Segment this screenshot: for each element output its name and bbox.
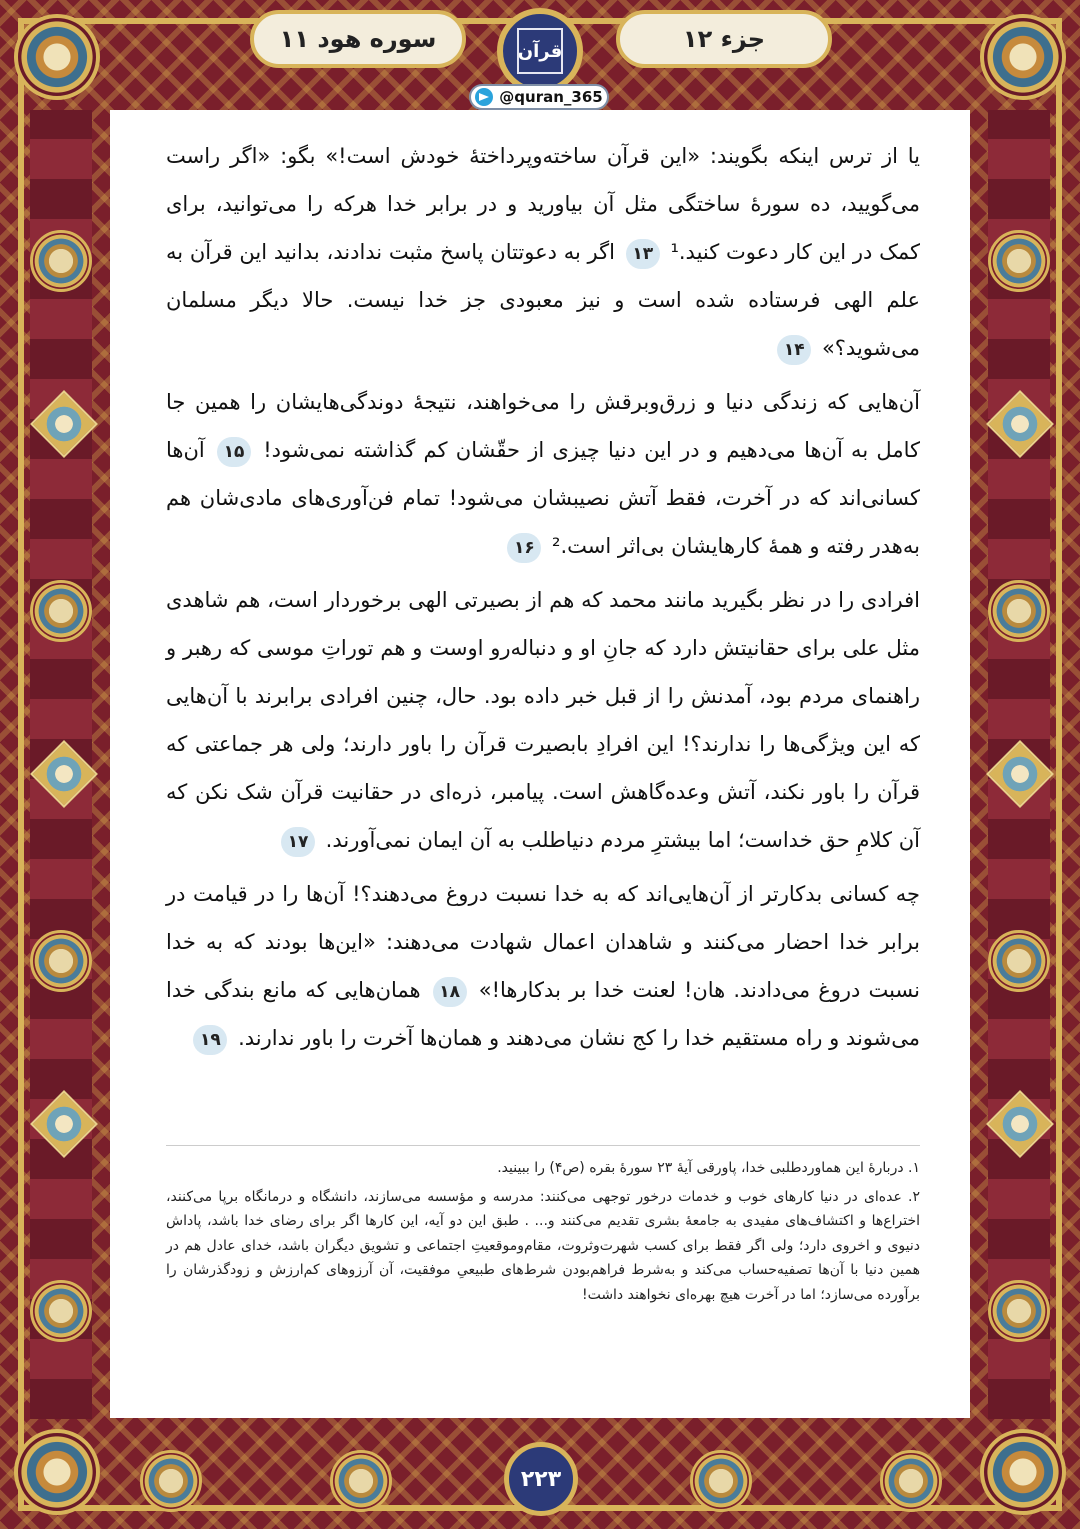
ayah-number-badge: ۱۵ — [217, 437, 251, 467]
round-ornament-icon — [988, 930, 1050, 992]
corner-medallion-icon — [980, 1429, 1066, 1515]
channel-handle: @quran_365 — [499, 88, 603, 106]
logo-text: قرآن — [517, 28, 563, 74]
surah-label: سوره هود ۱۱ — [250, 10, 466, 68]
verse-text: اگر به دعوتتان پاسخ مثبت ندادند، بدانید این قرآن به علم الهی فرستاده شده است و نیز معبودی جز خدا نیست. حالا دیگر مسلمان می‌شوید؟» — [166, 240, 920, 360]
footnotes — [166, 1156, 920, 1311]
footnote: ۱. دربارهٔ این هماوردطلبی خدا، پاورقی آیهٔ ۲۳ سورهٔ بقره (ص۴) را ببینید. — [497, 1160, 920, 1176]
round-ornament-icon — [880, 1450, 942, 1512]
paragraph — [166, 132, 920, 372]
round-ornament-icon — [30, 1280, 92, 1342]
footnote: ۲. عده‌ای در دنیا کارهای خوب و خدمات درخور توجهی می‌کنند: مدرسه و مؤسسه می‌سازند، دانشگاه و درمانگاه برپا می‌کنند، اختراع‌ها و اکتشاف‌های مفیدی به جامعهٔ بشری تقدیم می‌کنند و... . طبق این دو آیه، این کارها اگر برای رضای خدا باشد، پاداش دنیوی و اخروی دارد؛ ولی اگر فقط برای کسب شهرت‌وثروت، مقام‌وموقعیتِ اجتماعی و تشویق دیگران باشد، خدای عادل هم در همین دنیا با آن‌ها تصفیه‌حساب می‌کند و به‌شرط فراهم‌بودن شرط‌های طبیعیِ موفقیت، آن آرزوهای کم‌ارزش و زودگذرشان را برآورده می‌سازد؛ اما در آخرت هیچ بهره‌ای نخواهند داشت! — [166, 1188, 920, 1303]
verse-text: یا از ترس اینکه بگویند: «این قرآن ساخته‌وپرداختهٔ خودش است!» بگو: «اگر راست می‌گویید، ده سورهٔ ساختگی مثل آن بیاورید و در برابر خدا هرکه را می‌توانید، برای کمک در این کار دعوت کنید.¹ — [166, 144, 920, 264]
verse-text: آن‌ها کسانی‌اند که در آخرت، فقط آتش نصیبشان می‌شود! تمام فن‌آوری‌های مادی‌شان هم به‌هدر رفته و همهٔ کارهایشان بی‌اثر است.² — [166, 438, 920, 558]
corner-medallion-icon — [14, 1429, 100, 1515]
verse-text: آن‌هایی که زندگی دنیا و زرق‌وبرقش را می‌خواهند، نتیجهٔ دوندگی‌هایشان را همین جا کامل به آن‌ها می‌دهیم و در این دنیا چیزی از حقّشان کم گذاشته نمی‌شود! — [166, 390, 920, 462]
ayah-number-badge: ۱۳ — [626, 239, 660, 269]
footnote-divider — [166, 1145, 920, 1146]
round-ornament-icon — [140, 1450, 202, 1512]
round-ornament-icon — [988, 230, 1050, 292]
corner-medallion-icon — [14, 14, 100, 100]
channel-tag[interactable] — [469, 84, 609, 110]
round-ornament-icon — [30, 230, 92, 292]
ayah-number-badge: ۱۹ — [193, 1025, 227, 1055]
ayah-number-badge: ۱۴ — [777, 335, 811, 365]
ayah-number-badge: ۱۶ — [507, 533, 541, 563]
ayah-number-badge: ۱۸ — [433, 977, 467, 1007]
round-ornament-icon — [690, 1450, 752, 1512]
page-number: ۲۲۳ — [504, 1442, 578, 1516]
verse-text: همان‌هایی که مانع بندگی خدا می‌شوند و راه مستقیم خدا را کج نشان می‌دهند و همان‌ها آخرت را باور ندارند. — [166, 978, 920, 1050]
round-ornament-icon — [30, 930, 92, 992]
round-ornament-icon — [30, 580, 92, 642]
paragraph — [166, 870, 920, 1062]
verse-text-panel — [110, 110, 970, 1418]
verse-text: چه کسانی بدکارتر از آن‌هایی‌اند که به خدا نسبت دروغ می‌دهند؟! آن‌ها را در قیامت در برابر خدا احضار می‌کنند و شاهدان اعمال شهادت می‌دهند: «این‌ها بودند که به خدا نسبت دروغ می‌دادند. هان! لعنت خدا بر بدکارها!» — [166, 882, 920, 1002]
round-ornament-icon — [988, 580, 1050, 642]
paragraph — [166, 378, 920, 570]
round-ornament-icon — [330, 1450, 392, 1512]
quran-logo-icon — [497, 8, 583, 94]
paragraph — [166, 576, 920, 864]
ayah-number-badge: ۱۷ — [281, 827, 315, 857]
juz-label: جزء ۱۲ — [616, 10, 832, 68]
verse-text: افرادی را در نظر بگیرید مانند محمد که هم از بصیرتی الهی برخوردار است، هم شاهدی مثل علی برای حقانیتش دارد که جانِ او و دنباله‌رو اوست و هم توراتِ موسی که رهبر و راهنمای مردم بود، آمدنش را از قبل خبر داده بود. حال، چنین افرادی برابرند با آن‌هایی که این ویژگی‌ها را ندارند؟! این افرادِ بابصیرت قرآن را باور دارند؛ ولی هر جماعتی که قرآن را باور نکند، آتش وعده‌گاهش است. پیامبر، ذره‌ای در حقانیت قرآن شک نکن که آن کلامِ حق خداست؛ اما بیشترِ مردم دنیاطلب به آن ایمان نمی‌آورند. — [166, 588, 920, 852]
corner-medallion-icon — [980, 14, 1066, 100]
round-ornament-icon — [988, 1280, 1050, 1342]
telegram-icon — [475, 88, 493, 106]
